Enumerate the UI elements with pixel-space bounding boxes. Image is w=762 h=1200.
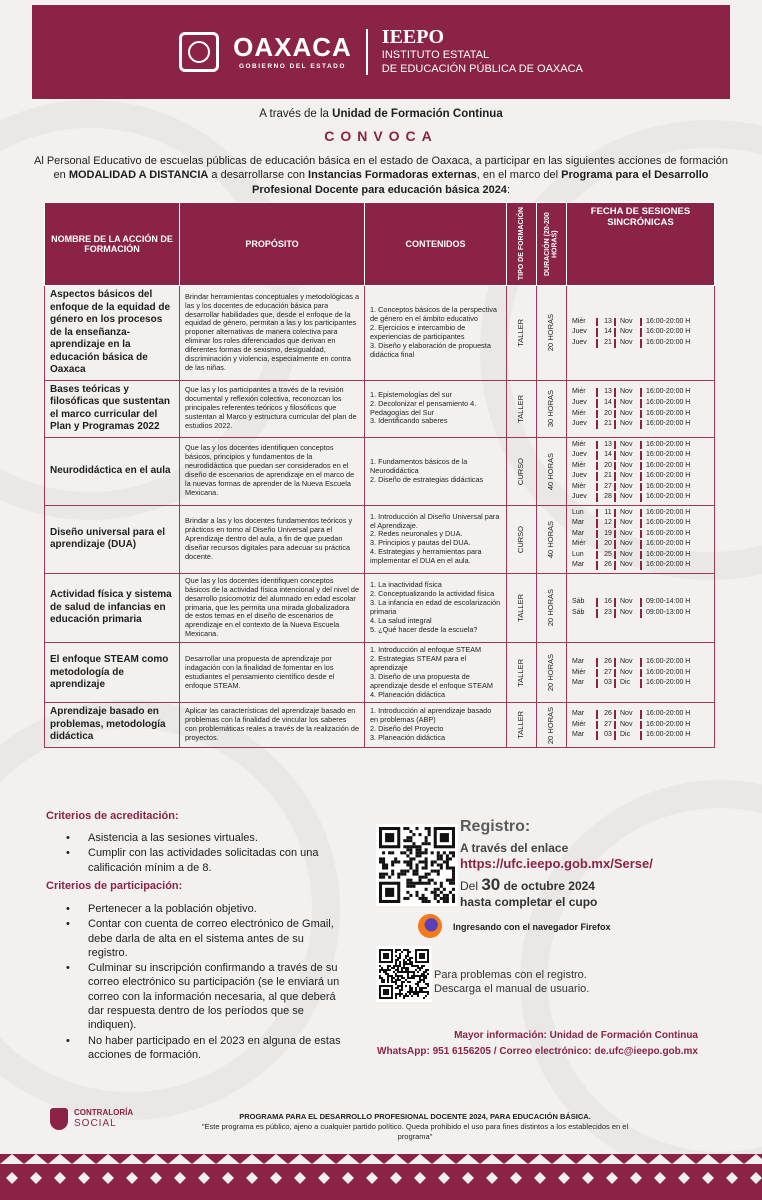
action-type-label: TALLER bbox=[516, 711, 526, 740]
session-date: 23 bbox=[596, 609, 614, 618]
oaxaca-seal-icon bbox=[179, 32, 219, 72]
table-row bbox=[45, 286, 715, 381]
problems-note bbox=[434, 968, 589, 997]
action-purpose: Que las y los docentes identifiquen conceptos básicos de la actividad física intencional y del nivel de desarrollo psicomotriz del alumnado en edad escolar primaria, que les permita una mirada globalizadora de estos temas en el diseño de escenarios de aprendizaje en el contexto de la Nueva Escuela Mexicana. bbox=[180, 573, 365, 642]
footer-legend bbox=[195, 1112, 635, 1141]
action-type bbox=[507, 437, 537, 505]
session-row bbox=[572, 540, 709, 549]
decorative-bottom-band bbox=[0, 1154, 762, 1200]
registration-title: Registro: bbox=[460, 818, 531, 835]
session-time: 16:00-20:00 H bbox=[640, 441, 690, 450]
action-purpose: Desarrollar una propuesta de aprendizaje por indagación con la finalidad de fomentar en los estudiantes el pensamiento científico desde el enfoque STEAM. bbox=[180, 643, 365, 703]
action-purpose: Que las y los docentes identifiquen conceptos básicos, principios y fundamentos de la neurodidáctica que puedan ser considerados en el diseño de escenarios de aprendizaje en el marco de la nuevas formas de aprender de la Nueva Escuela Mexicana. bbox=[180, 437, 365, 505]
session-day: Miér bbox=[572, 409, 586, 417]
header-purpose: PROPÓSITO bbox=[180, 203, 365, 286]
session-month: Nov bbox=[614, 410, 640, 419]
session-month: Nov bbox=[614, 420, 640, 429]
session-date: 21 bbox=[596, 339, 614, 348]
header-dates: FECHA DE SESIONES SINCRÓNICAS bbox=[567, 203, 715, 286]
action-type bbox=[507, 286, 537, 381]
session-date: 28 bbox=[596, 493, 614, 502]
session-date: 14 bbox=[596, 328, 614, 337]
header-contents: CONTENIDOS bbox=[365, 203, 507, 286]
session-day: Sáb bbox=[572, 608, 585, 616]
action-type-label: CURSO bbox=[516, 457, 526, 485]
action-name: Actividad física y sistema de salud de infancias en educación primaria bbox=[45, 573, 180, 642]
session-day: Juev bbox=[572, 472, 587, 480]
session-date: 19 bbox=[596, 530, 614, 539]
session-row bbox=[572, 399, 709, 408]
session-time: 16:00-20:00 H bbox=[640, 530, 690, 539]
action-contents: 1. Conceptos básicos de la perspectiva de género en el ámbito educativo 2. Ejercicios e intercambio de experiencias de participantes 3. Diseño y elaboración de propuesta didáctica final bbox=[365, 286, 507, 381]
session-time: 16:00-20:00 H bbox=[640, 710, 690, 719]
session-day: Juev bbox=[572, 493, 587, 501]
session-month: Nov bbox=[614, 658, 640, 667]
problems-line1: Para problemas con el registro. bbox=[434, 969, 587, 981]
action-contents: 1. Introducción al enfoque STEAM 2. Estrategias STEAM para el aprendizaje 3. Diseño de una propuesta de aprendizaje desde el enfoque STEAM 4. Planeación didáctica bbox=[365, 643, 507, 703]
session-date: 13 bbox=[596, 318, 614, 327]
action-duration bbox=[537, 643, 567, 703]
session-row bbox=[572, 493, 709, 502]
session-day: Lun bbox=[572, 508, 584, 516]
registration-qr-code[interactable] bbox=[376, 824, 458, 906]
action-duration-label: 40 HORAS bbox=[546, 520, 556, 558]
session-date: 27 bbox=[596, 483, 614, 492]
accreditation-title: Criterios de acreditación: bbox=[46, 810, 179, 822]
session-row bbox=[572, 658, 709, 667]
session-day: Mar bbox=[572, 529, 585, 537]
session-day: Miér bbox=[572, 317, 586, 325]
session-month: Nov bbox=[614, 609, 640, 618]
session-date: 21 bbox=[596, 420, 614, 429]
footer-program: PROGRAMA PARA EL DESARROLLO PROFESIONAL DOCENTE 2024, PARA EDUCACIÓN BÁSICA. bbox=[239, 1112, 591, 1121]
convoca-title: CONVOCA bbox=[324, 128, 438, 144]
table-row bbox=[45, 573, 715, 642]
session-time: 16:00-20:00 H bbox=[640, 493, 690, 502]
org-name-line1: INSTITUTO ESTATAL bbox=[381, 49, 490, 62]
session-month: Nov bbox=[614, 540, 640, 549]
session-day: Miér bbox=[572, 482, 586, 490]
session-row bbox=[572, 472, 709, 481]
intro-paragraph bbox=[30, 154, 732, 197]
header-duration-label: DURACIÓN (20-200 HORAS) bbox=[543, 212, 559, 276]
session-month: Nov bbox=[614, 551, 640, 560]
org-name-line2: DE EDUCACIÓN PÚBLICA DE OAXACA bbox=[381, 63, 583, 75]
action-sessions bbox=[567, 703, 715, 748]
action-sessions bbox=[567, 286, 715, 381]
action-purpose: Aplicar las características del aprendizaje basado en problemas con la finalidad de vincular los saberes con problemáticas reales a través de la realización de proyectos. bbox=[180, 703, 365, 748]
list-item: • Asistencia a las sesiones virtuales. bbox=[66, 831, 346, 845]
action-duration bbox=[537, 573, 567, 642]
session-month: Nov bbox=[614, 561, 640, 570]
action-sessions bbox=[567, 573, 715, 642]
session-row bbox=[572, 679, 709, 688]
intro-text-2: a desarrollarse con bbox=[208, 169, 309, 182]
session-row bbox=[572, 441, 709, 450]
action-contents: 1. Introducción al Diseño Universal para el Aprendizaje. 2. Redes neuronales y DUA. 3. Principios y pautas del DUA. 4. Estrategias y herramientas para implementar el DUA en el aula. bbox=[365, 505, 507, 573]
session-time: 16:00-20:00 H bbox=[640, 410, 690, 419]
action-contents: 1. Introducción al aprendizaje basado en problemas (ABP) 2. Diseño del Proyecto 3. Planeación didáctica bbox=[365, 703, 507, 748]
header-duration bbox=[537, 203, 567, 286]
session-month: Nov bbox=[614, 318, 640, 327]
action-type-label: TALLER bbox=[516, 658, 526, 687]
session-row bbox=[572, 410, 709, 419]
session-row bbox=[572, 721, 709, 730]
session-day: Lun bbox=[572, 550, 584, 558]
session-date: 14 bbox=[596, 399, 614, 408]
action-type bbox=[507, 380, 537, 437]
session-month: Nov bbox=[614, 441, 640, 450]
intro-line bbox=[30, 108, 732, 120]
session-row bbox=[572, 339, 709, 348]
action-name: El enfoque STEAM como metodología de aprendizaje bbox=[45, 643, 180, 703]
session-row bbox=[572, 710, 709, 719]
training-actions-table bbox=[44, 202, 715, 748]
intro-modality: MODALIDAD A DISTANCIA bbox=[68, 169, 209, 182]
session-month: Nov bbox=[614, 472, 640, 481]
session-time: 16:00-20:00 H bbox=[640, 462, 690, 471]
session-month: Nov bbox=[614, 462, 640, 471]
session-date: 03 bbox=[596, 679, 614, 688]
action-duration bbox=[537, 286, 567, 381]
session-date: 13 bbox=[596, 388, 614, 397]
action-name: Diseño universal para el aprendizaje (DUA) bbox=[45, 505, 180, 573]
session-day: Juev bbox=[572, 398, 587, 406]
session-month: Dic bbox=[614, 679, 640, 688]
manual-qr-code[interactable] bbox=[376, 946, 432, 1002]
session-month: Nov bbox=[614, 328, 640, 337]
session-month: Nov bbox=[614, 710, 640, 719]
session-date: 27 bbox=[596, 669, 614, 678]
session-row bbox=[572, 318, 709, 327]
session-date: 20 bbox=[596, 540, 614, 549]
session-date: 26 bbox=[596, 658, 614, 667]
session-month: Nov bbox=[614, 339, 640, 348]
action-duration bbox=[537, 437, 567, 505]
session-row bbox=[572, 731, 709, 740]
action-contents: 1. Fundamentos básicos de la Neurodidáctica 2. Diseño de estrategias didácticas bbox=[365, 437, 507, 505]
session-row bbox=[572, 451, 709, 460]
session-time: 16:00-20:00 H bbox=[640, 328, 690, 337]
contraloria-social-logo bbox=[50, 1108, 133, 1130]
session-date: 13 bbox=[596, 441, 614, 450]
browser-note: Ingresando con el navegador Firefox bbox=[453, 922, 611, 932]
org-acronym: IEEPO bbox=[381, 26, 445, 49]
action-duration-label: 20 HORAS bbox=[546, 314, 556, 352]
session-row bbox=[572, 669, 709, 678]
table-row bbox=[45, 703, 715, 748]
session-month: Nov bbox=[614, 530, 640, 539]
intro-program: Programa para el Desarrollo Profesional Docente para educación básica 2024 bbox=[251, 169, 709, 196]
intro-text-1: Al Personal Educativo de escuelas públicas de educación básica en el estado de Oaxaca, a participar en las siguientes acciones de formación en bbox=[33, 155, 729, 182]
session-month: Nov bbox=[614, 669, 640, 678]
action-type-label: TALLER bbox=[516, 318, 526, 347]
session-row bbox=[572, 509, 709, 518]
session-time: 16:00-20:00 H bbox=[640, 509, 690, 518]
session-time: 16:00-20:00 H bbox=[640, 669, 690, 678]
state-logo bbox=[233, 34, 352, 70]
session-time: 16:00-20:00 H bbox=[640, 519, 690, 528]
session-date: 26 bbox=[596, 561, 614, 570]
session-day: Juev bbox=[572, 328, 587, 336]
intro-text-3: , en el marco del bbox=[476, 169, 562, 182]
registration-link-label: A través del enlace bbox=[460, 841, 569, 855]
state-name: OAXACA bbox=[233, 32, 352, 62]
footer-disclaimer: "Este programa es público, ajeno a cualquier partido político. Queda prohibido el uso para fines distintos a los establecidos en el programa" bbox=[201, 1121, 629, 1141]
table-row bbox=[45, 380, 715, 437]
intro-prefix: A través de la bbox=[259, 108, 333, 120]
session-time: 16:00-20:00 H bbox=[640, 318, 690, 327]
action-duration bbox=[537, 703, 567, 748]
action-duration-label: 40 HORAS bbox=[546, 452, 556, 490]
session-day: Juev bbox=[572, 420, 587, 428]
action-name: Aprendizaje basado en problemas, metodología didáctica bbox=[45, 703, 180, 748]
session-date: 03 bbox=[596, 731, 614, 740]
action-type bbox=[507, 573, 537, 642]
action-duration bbox=[537, 505, 567, 573]
action-sessions bbox=[567, 505, 715, 573]
session-time: 09:00-13:00 H bbox=[640, 609, 690, 618]
table-row bbox=[45, 505, 715, 573]
problems-line2: Descarga el manual de usuario. bbox=[434, 983, 590, 996]
session-date: 26 bbox=[596, 710, 614, 719]
action-name: Aspectos básicos del enfoque de la equidad de género en los procesos de la enseñanza-aprendizaje en la educación básica de Oaxaca bbox=[45, 286, 180, 381]
session-date: 21 bbox=[596, 472, 614, 481]
session-row bbox=[572, 328, 709, 337]
contraloria-bottom: SOCIAL bbox=[74, 1117, 117, 1129]
action-duration-label: 20 HORAS bbox=[546, 654, 556, 692]
session-time: 16:00-20:00 H bbox=[640, 679, 690, 688]
action-type-label: CURSO bbox=[516, 525, 526, 553]
session-day: Miér bbox=[572, 440, 586, 448]
table-header-row bbox=[45, 203, 715, 286]
contraloria-top: CONTRALORÍA bbox=[74, 1108, 134, 1118]
session-month: Nov bbox=[614, 519, 640, 528]
session-day: Mar bbox=[572, 561, 585, 569]
session-time: 16:00-20:00 H bbox=[640, 561, 690, 570]
session-time: 16:00-20:00 H bbox=[640, 658, 690, 667]
contact-line[interactable]: WhatsApp: 951 6156205 / Correo electrónico: de.ufc@ieepo.gob.mx bbox=[377, 1046, 698, 1057]
session-month: Nov bbox=[614, 483, 640, 492]
session-day: Juev bbox=[572, 451, 587, 459]
session-month: Nov bbox=[614, 598, 640, 607]
header-name: NOMBRE DE LA ACCIÓN DE FORMACIÓN bbox=[45, 203, 180, 286]
action-sessions bbox=[567, 380, 715, 437]
session-month: Nov bbox=[614, 721, 640, 730]
session-time: 16:00-20:00 H bbox=[640, 399, 690, 408]
registration-url-link[interactable]: https://ufc.ieepo.gob.mx/Serse/ bbox=[460, 856, 653, 871]
action-sessions bbox=[567, 643, 715, 703]
session-month: Nov bbox=[614, 451, 640, 460]
action-type bbox=[507, 505, 537, 573]
participation-title: Criterios de participación: bbox=[46, 880, 183, 892]
session-date: 14 bbox=[596, 451, 614, 460]
session-day: Sáb bbox=[572, 598, 585, 606]
session-date: 20 bbox=[596, 410, 614, 419]
action-duration bbox=[537, 380, 567, 437]
header-type-label: TIPO DE FORMACIÓN bbox=[517, 207, 525, 281]
state-subtitle: GOBIERNO DEL ESTADO bbox=[238, 63, 346, 70]
session-day: Mar bbox=[572, 679, 585, 687]
session-time: 16:00-20:00 H bbox=[640, 483, 690, 492]
session-day: Mar bbox=[572, 657, 585, 665]
session-day: Miér bbox=[572, 388, 586, 396]
session-row bbox=[572, 519, 709, 528]
list-item: • Pertenecer a la población objetivo. bbox=[66, 902, 346, 916]
session-month: Nov bbox=[614, 388, 640, 397]
session-row bbox=[572, 551, 709, 560]
session-day: Mar bbox=[572, 710, 585, 718]
session-row bbox=[572, 483, 709, 492]
header-banner bbox=[32, 5, 730, 99]
action-type-label: TALLER bbox=[516, 394, 526, 423]
table-row bbox=[45, 643, 715, 703]
action-contents: 1. La inactividad física 2. Conceptualizando la actividad física 3. La infancia en edad de escolarización primaria 4. La salud integral 5. ¿Qué hacer desde la escuela? bbox=[365, 573, 507, 642]
session-row bbox=[572, 462, 709, 471]
session-day: Mar bbox=[572, 519, 585, 527]
registration-until: hasta completar el cupo bbox=[460, 895, 598, 910]
list-item: • Contar con cuenta de correo electrónico de Gmail, debe darla de alta en el sistema antes de su registro. bbox=[66, 917, 346, 960]
session-day: Miér bbox=[572, 668, 586, 676]
intro-instances: Instancias Formadoras externas bbox=[308, 169, 477, 182]
session-row bbox=[572, 561, 709, 570]
action-type bbox=[507, 703, 537, 748]
session-time: 16:00-20:00 H bbox=[640, 721, 690, 730]
session-date: 16 bbox=[596, 598, 614, 607]
accreditation-list bbox=[66, 831, 346, 876]
session-row bbox=[572, 598, 709, 607]
session-day: Juev bbox=[572, 339, 587, 347]
action-sessions bbox=[567, 437, 715, 505]
session-time: 16:00-20:00 H bbox=[640, 731, 690, 740]
participation-list bbox=[66, 902, 346, 1063]
session-month: Nov bbox=[614, 399, 640, 408]
session-day: Miér bbox=[572, 461, 586, 469]
action-purpose: Brindar a las y los docentes fundamentos teóricos y prácticos en torno al Diseño Universal para el Aprendizaje dentro del aula, a fin de que puedan diseñar recursos digitales para adecuar su práctica docente. bbox=[180, 505, 365, 573]
session-month: Dic bbox=[614, 731, 640, 740]
action-purpose: Brindar herramientas conceptuales y metodológicas a las y los docentes de educación básica para desarrollar habilidades que, desde el enfoque de la equidad de género, permitan a las y los participantes proponer alternativas de manera colectiva para eliminar los roles diferenciados que derivan en diferentes formas de sexismo, desigualdad, discriminación y violencia, especialmente en contra de las niñas. bbox=[180, 286, 365, 381]
action-duration-label: 20 HORAS bbox=[546, 706, 556, 744]
session-date: 25 bbox=[596, 551, 614, 560]
session-time: 16:00-20:00 H bbox=[640, 451, 690, 460]
action-name: Bases teóricas y filosóficas que sustentan el marco curricular del Plan y Programas 2022 bbox=[45, 380, 180, 437]
session-month: Nov bbox=[614, 493, 640, 502]
action-purpose: Que las y los participantes a través de la revisión documental y reflexión colectiva, reconozcan los principales referentes teóricos y filosóficos que sustentan al Marco y estructura curricular del plan de estudios 2022. bbox=[180, 380, 365, 437]
session-date: 12 bbox=[596, 519, 614, 528]
list-item: • Culminar su inscripción confirmando a través de su correo electrónico su participación (se le enviará un correo con la información necesaria, al que deberá dar respuesta dentro de los períodos que se indiquen). bbox=[66, 961, 346, 1032]
session-date: 11 bbox=[596, 509, 614, 518]
date-prefix: Del bbox=[460, 879, 482, 893]
session-row bbox=[572, 388, 709, 397]
list-item: • No haber participado en el 2023 en alguna de estas acciones de formación. bbox=[66, 1034, 346, 1063]
session-time: 16:00-20:00 H bbox=[640, 540, 690, 549]
session-time: 16:00-20:00 H bbox=[640, 339, 690, 348]
date-month: de octubre 2024 bbox=[500, 879, 595, 893]
table-row bbox=[45, 437, 715, 505]
action-contents: 1. Epistemologías del sur 2. Decolonizar el pensamiento 4. Pedagogías del Sur 3. Identificando saberes bbox=[365, 380, 507, 437]
session-row bbox=[572, 609, 709, 618]
action-name: Neurodidáctica en el aula bbox=[45, 437, 180, 505]
action-duration-label: 30 HORAS bbox=[546, 389, 556, 428]
session-day: Miér bbox=[572, 540, 586, 548]
header-type bbox=[507, 203, 537, 286]
registration-dates bbox=[460, 874, 597, 910]
session-day: Miér bbox=[572, 720, 586, 728]
intro-text-4: : bbox=[506, 183, 510, 196]
session-month: Nov bbox=[614, 509, 640, 518]
header-divider bbox=[366, 29, 368, 75]
date-day: 30 bbox=[481, 875, 501, 894]
more-info: Mayor información: Unidad de Formación Continua bbox=[454, 1030, 698, 1041]
session-row bbox=[572, 530, 709, 539]
session-date: 20 bbox=[596, 462, 614, 471]
action-type-label: TALLER bbox=[516, 594, 526, 622]
shield-icon bbox=[50, 1108, 68, 1130]
session-day: Mar bbox=[572, 731, 585, 739]
session-time: 16:00-20:00 H bbox=[640, 551, 690, 560]
session-row bbox=[572, 420, 709, 429]
org-logo bbox=[382, 27, 583, 77]
unit-name: Unidad de Formación Continua bbox=[332, 108, 503, 120]
action-type bbox=[507, 643, 537, 703]
list-item: • Cumplir con las actividades solicitadas con una calificación mínim a de 8. bbox=[66, 846, 346, 875]
session-time: 09:00-14:00 H bbox=[640, 598, 690, 607]
session-time: 16:00-20:00 H bbox=[640, 388, 690, 397]
session-date: 27 bbox=[596, 721, 614, 730]
session-time: 16:00-20:00 H bbox=[640, 472, 690, 481]
session-time: 16:00-20:00 H bbox=[640, 420, 690, 429]
action-duration-label: 20 HORAS bbox=[546, 589, 556, 627]
firefox-icon bbox=[418, 914, 442, 938]
